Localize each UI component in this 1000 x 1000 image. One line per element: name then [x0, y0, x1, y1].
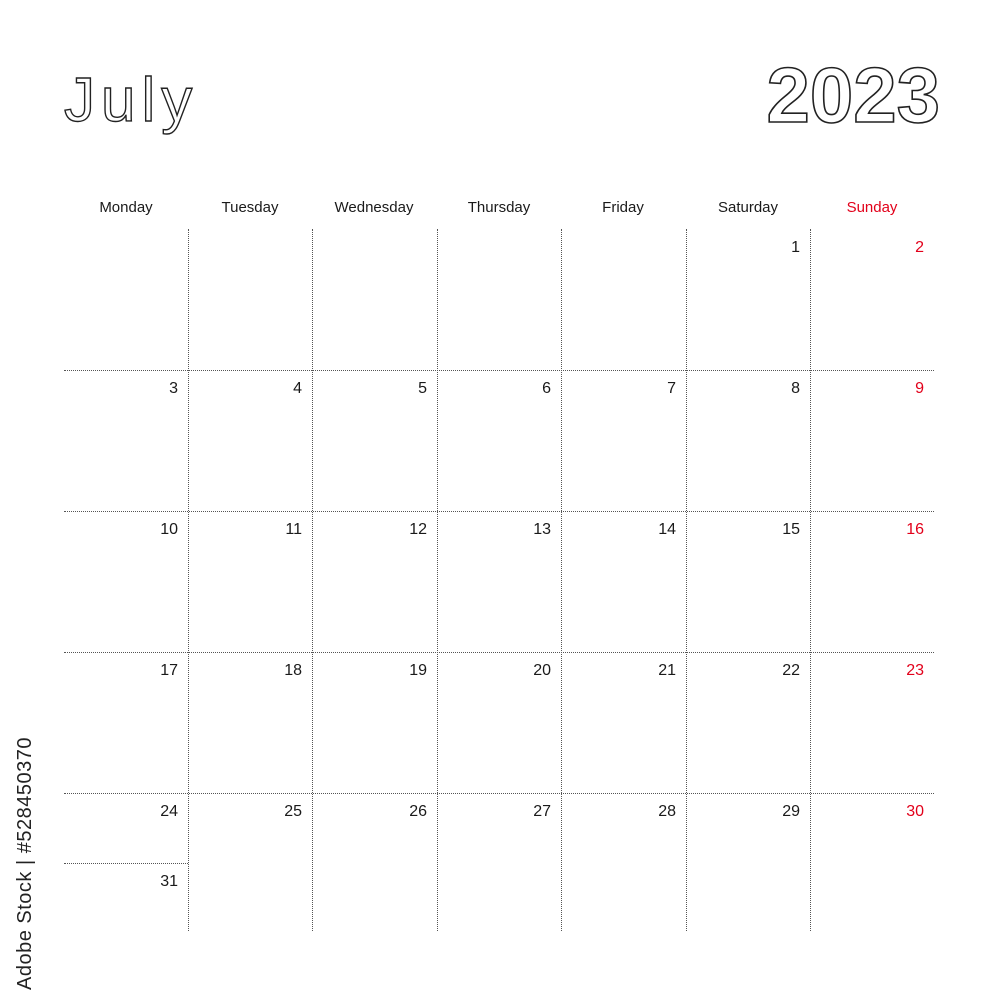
calendar-day-13[interactable]: 13 — [533, 521, 551, 538]
weekday-header-monday: Monday — [99, 199, 153, 216]
grid-horizontal-line — [64, 793, 934, 794]
year-title: 2023 — [766, 51, 940, 139]
calendar-day-17[interactable]: 17 — [160, 662, 178, 679]
calendar-day-5[interactable]: 5 — [418, 380, 427, 397]
calendar-day-2[interactable]: 2 — [915, 239, 924, 256]
grid-horizontal-line — [64, 863, 188, 864]
grid-vertical-line — [810, 229, 811, 931]
calendar-day-14[interactable]: 14 — [658, 521, 676, 538]
calendar-day-18[interactable]: 18 — [284, 662, 302, 679]
calendar-day-16[interactable]: 16 — [906, 521, 924, 538]
grid-horizontal-line — [64, 511, 934, 512]
calendar-day-4[interactable]: 4 — [293, 380, 302, 397]
calendar-day-19[interactable]: 19 — [409, 662, 427, 679]
calendar-day-26[interactable]: 26 — [409, 803, 427, 820]
calendar-day-27[interactable]: 27 — [533, 803, 551, 820]
weekday-header-wednesday: Wednesday — [334, 199, 414, 216]
calendar-day-11[interactable]: 11 — [285, 521, 302, 538]
grid-horizontal-line — [64, 370, 934, 371]
grid-vertical-line — [188, 229, 189, 931]
month-title: July — [64, 66, 199, 135]
weekday-header-saturday: Saturday — [717, 199, 779, 216]
grid-vertical-line — [437, 229, 438, 931]
calendar-day-28[interactable]: 28 — [658, 803, 676, 820]
grid-vertical-line — [686, 229, 687, 931]
calendar-day-15[interactable]: 15 — [782, 521, 800, 538]
calendar-day-23[interactable]: 23 — [906, 662, 924, 679]
grid-vertical-line — [312, 229, 313, 931]
calendar-day-21[interactable]: 21 — [658, 662, 676, 679]
calendar-day-1[interactable]: 1 — [791, 239, 800, 256]
calendar-day-3[interactable]: 3 — [169, 380, 178, 397]
calendar-day-25[interactable]: 25 — [284, 803, 302, 820]
stock-watermark-id: Adobe Stock | #528450370 — [14, 737, 36, 990]
calendar-day-22[interactable]: 22 — [782, 662, 800, 679]
grid-vertical-line — [561, 229, 562, 931]
calendar-day-24[interactable]: 24 — [160, 803, 178, 820]
calendar-day-8[interactable]: 8 — [791, 380, 800, 397]
calendar-day-7[interactable]: 7 — [667, 380, 676, 397]
calendar-day-10[interactable]: 10 — [160, 521, 178, 538]
calendar-day-12[interactable]: 12 — [409, 521, 427, 538]
weekday-header-sunday: Sunday — [846, 199, 898, 216]
weekday-header-friday: Friday — [602, 199, 644, 216]
calendar-day-31[interactable]: 31 — [160, 873, 178, 890]
calendar-day-29[interactable]: 29 — [782, 803, 800, 820]
calendar-day-30[interactable]: 30 — [906, 803, 924, 820]
weekday-header-tuesday: Tuesday — [221, 199, 279, 216]
calendar-day-9[interactable]: 9 — [915, 380, 924, 397]
grid-horizontal-line — [64, 652, 934, 653]
weekday-header-thursday: Thursday — [467, 199, 531, 216]
calendar-day-6[interactable]: 6 — [542, 380, 551, 397]
calendar-day-20[interactable]: 20 — [533, 662, 551, 679]
